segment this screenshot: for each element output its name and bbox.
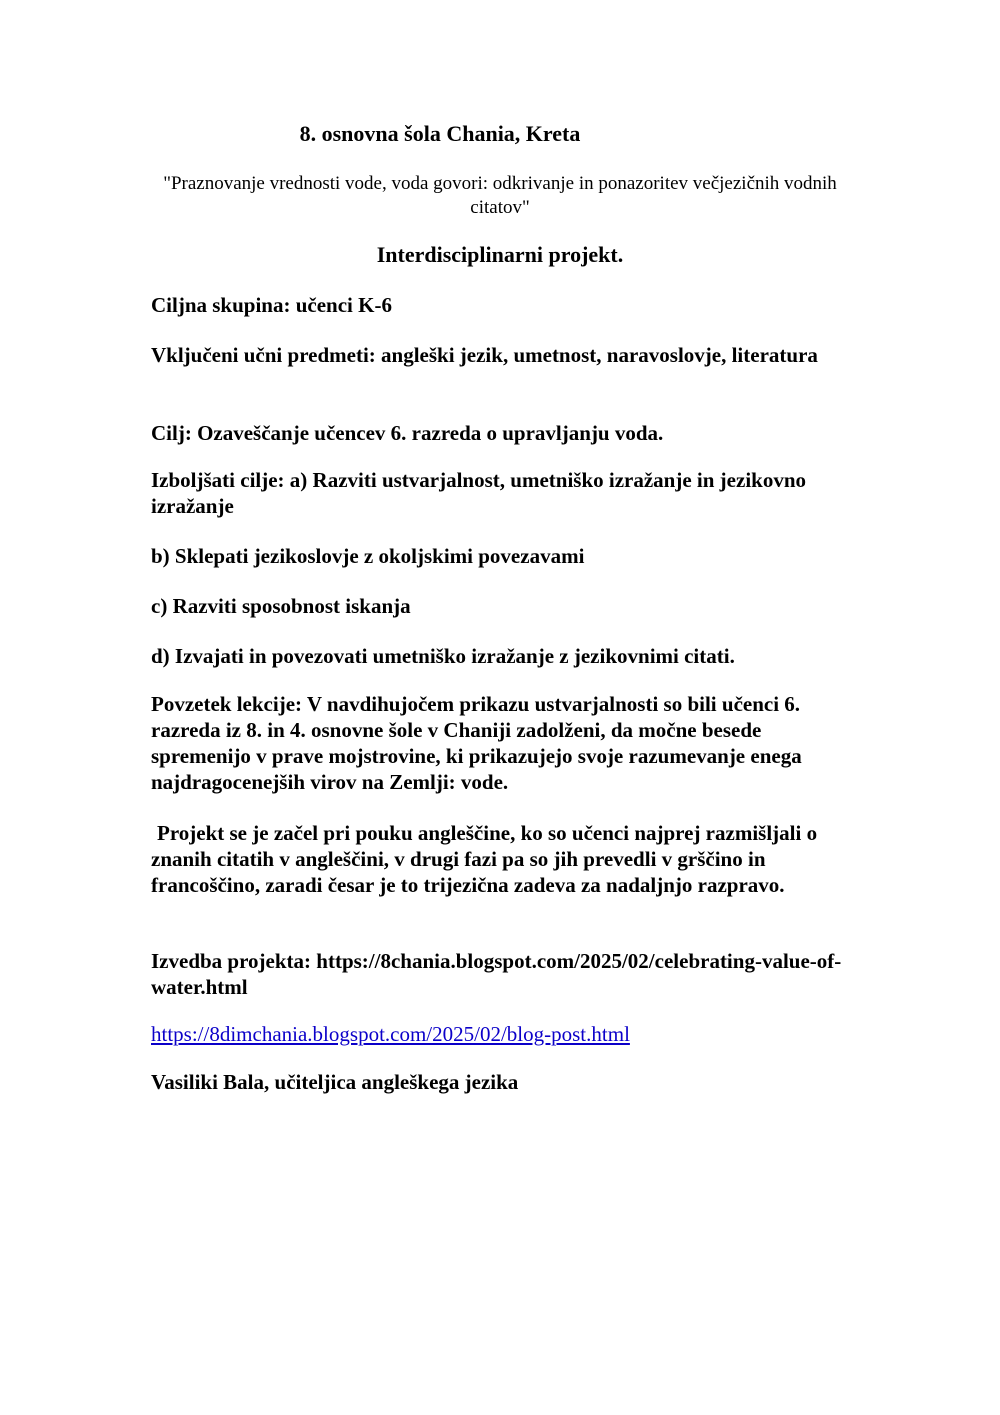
project-type-heading: Interdisciplinarni projekt. — [376, 242, 624, 267]
objective-d-paragraph: d) Izvajati in povezovati umetniško izražanje z jezikovnimi citati. — [151, 644, 735, 668]
summary-paragraph: Povzetek lekcije: V navdihujočem prikazu ustvarjalnosti so bili učenci 6. razreda iz 8. in 4. osnovne šole v Chaniji zadolženi, da močne besede spremenijo v prave mojstrovine, ki prikazujejo svoje razumevanje enega najdragocenejših virov na Zemlji: vode. — [151, 692, 802, 794]
goal-paragraph: Cilj: Ozaveščanje učencev 6. razreda o upravljanju voda. — [151, 421, 664, 445]
blog-post-link[interactable]: https://8dimchania.blogspot.com/2025/02/blog-post.html — [151, 1022, 630, 1046]
school-title: 8. osnovna šola Chania, Kreta — [299, 121, 581, 146]
objective-c-paragraph: c) Razviti sposobnost iskanja — [151, 594, 411, 618]
project-description-paragraph: Projekt se je začel pri pouku angleščine, ko so učenci najprej razmišljali o znanih citatih v angleščini, v drugi fazi pa so jih prevedli v grščino in francoščino, zaradi česar je to trijezična zadeva za nadaljnjo razpravo. — [151, 821, 818, 897]
implementation-paragraph: Izvedba projekta: https://8chania.blogspot.com/2025/02/celebrating-value-of-water.html — [151, 949, 842, 999]
objective-b-paragraph: b) Sklepati jezikoslovje z okoljskimi povezavami — [151, 544, 585, 568]
target-group-paragraph: Ciljna skupina: učenci K-6 — [151, 293, 392, 317]
project-subtitle: "Praznovanje vrednosti vode, voda govori: odkrivanje in ponazoritev večjezičnih vodnih citatov" — [163, 173, 837, 218]
objective-a-paragraph: Izboljšati cilje: a) Razviti ustvarjalnost, umetniško izražanje in jezikovno izražanje — [151, 468, 807, 518]
author-signature-line: Vasiliki Bala, učiteljica angleškega jezika — [151, 1070, 519, 1094]
subjects-paragraph: Vključeni učni predmeti: angleški jezik, umetnost, naravoslovje, literatura — [151, 343, 818, 367]
